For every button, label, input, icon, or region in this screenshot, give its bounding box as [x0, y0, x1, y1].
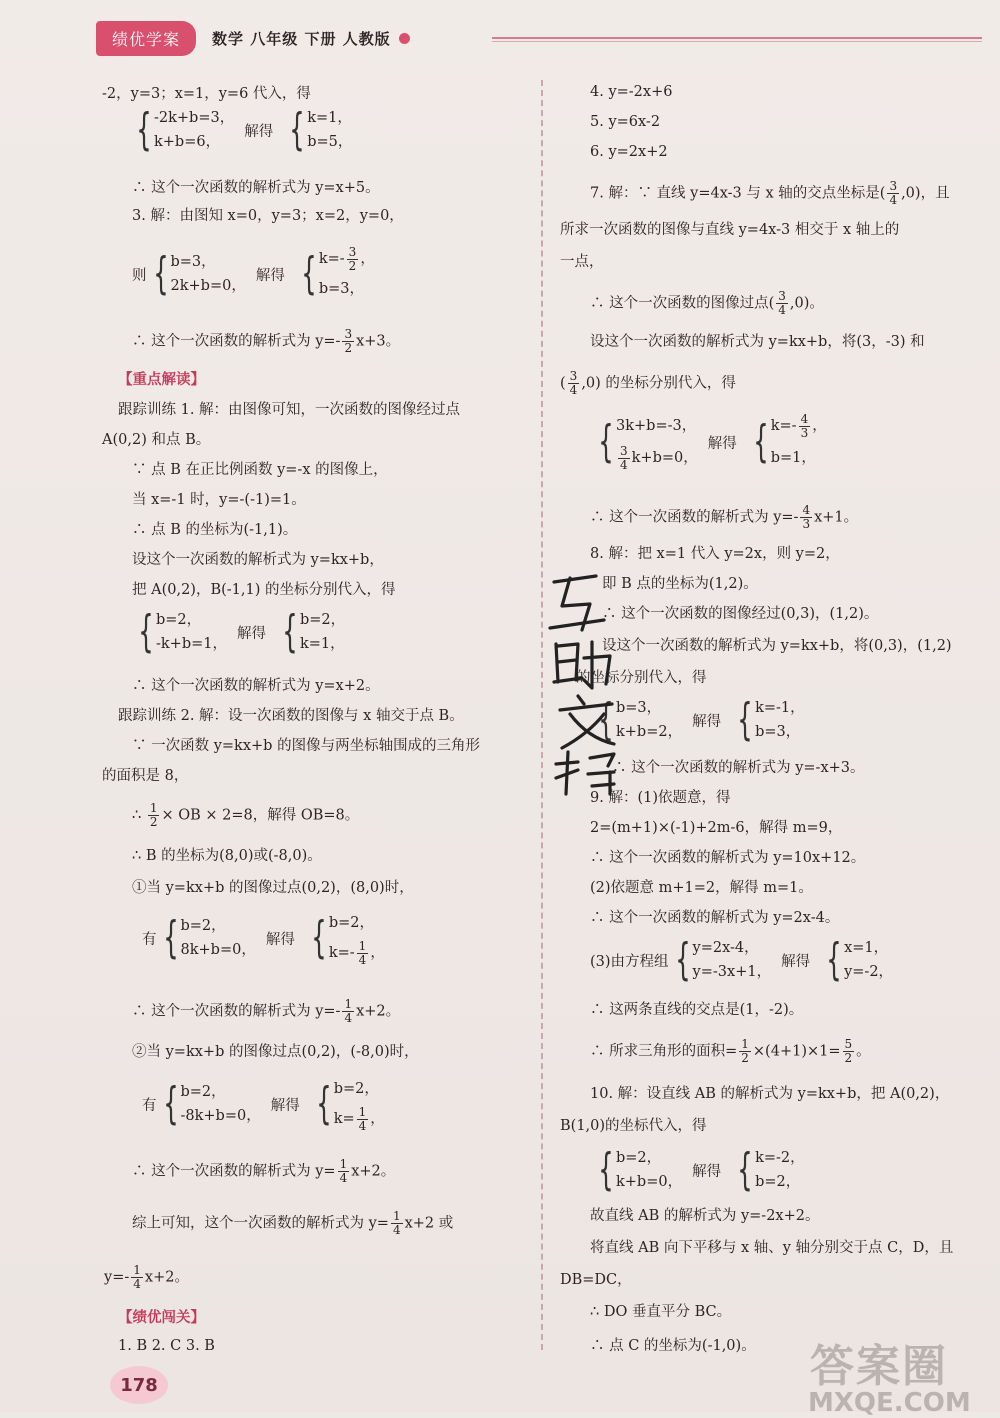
brace: { [826, 934, 842, 985]
text-line: 5. y=6x-2 [590, 114, 661, 130]
eq-line: k=-2， [755, 1150, 805, 1166]
equation-system: 有 { b=2， 8k+b=0， 解得 { b=2， k=- $\frac{1}{4}$ ， [142, 908, 385, 968]
text-line: ①当 y=kx+b 的图像过点(0,2)，(8,0)时， [132, 880, 414, 896]
brace: { [311, 912, 327, 963]
brace: { [316, 1078, 332, 1129]
eq-line: k=1， [300, 636, 345, 652]
fraction: $\frac{3}{4}$ [889, 179, 898, 207]
text-line: ∴ B 的坐标为(8,0)或(-8,0)。 [132, 848, 322, 864]
page-header [96, 16, 410, 60]
text-line: ∴ DO 垂直平分 BC。 [590, 1304, 732, 1320]
answer-line: 1. B 2. C 3. B [118, 1338, 215, 1354]
eq-prefix: 有 [142, 1097, 157, 1114]
watermark-url: MXQE.COM [808, 1388, 971, 1418]
text-line: 跟踪训练 1. 解：由图像可知，一次函数的图像经过点 [118, 402, 461, 418]
text-line: 的面积是 8， [102, 768, 189, 784]
text-line: 综上可知，这个一次函数的解析式为 y= $\frac{1}{4}$ x+2 或 [132, 1209, 454, 1237]
text-line: 把 A(0,2)，B(-1,1) 的坐标分别代入，得 [132, 582, 396, 598]
text-line: 2=(m+1)×(-1)+2m-6，解得 m=9， [590, 820, 843, 836]
brace: { [162, 912, 179, 963]
text-line: 设这个一次函数的解析式为 y=kx+b，将(0,3)，(1,2) [602, 638, 952, 654]
text-line: 8. 解：把 x=1 代入 y=2x，则 y=2， [590, 546, 840, 562]
text-line: ∴ 这个一次函数的解析式为 y=- $\frac{4}{3}$ x+1。 [590, 503, 859, 531]
text-line: ∴ 点 B 的坐标为(-1,1)。 [132, 522, 298, 538]
text-line: ∴ 这个一次函数的解析式为 y= $\frac{1}{4}$ x+2。 [132, 1157, 396, 1185]
fraction: $\frac{1}{4}$ [358, 938, 367, 967]
fraction: $\frac{1}{2}$ [741, 1037, 749, 1065]
header-rule-thin [492, 41, 982, 42]
text-line: 故直线 AB 的解析式为 y=-2x+2。 [590, 1208, 820, 1224]
text-line: DB=DC， [560, 1272, 632, 1288]
text-line: ∴ 这个一次函数的解析式为 y=2x-4。 [590, 910, 840, 926]
text-line: y=- $\frac{1}{4}$ x+2。 [104, 1263, 189, 1291]
brace: { [598, 694, 614, 745]
eq-line: x=1， [844, 940, 889, 956]
text-line: 3. 解：由图知 x=0，y=3；x=2，y=0， [132, 208, 404, 224]
text-line: ∴ 这个一次函数的解析式为 y=x+2。 [132, 678, 380, 694]
text-line: 将直线 AB 向下平移与 x 轴、y 轴分别交于点 C，D，且 [590, 1240, 954, 1256]
brace: { [674, 934, 691, 985]
text-line: (2)依题意 m+1=2，解得 m=1。 [590, 880, 813, 896]
solve-label: 解得 [244, 123, 274, 140]
eq-line: k=1， [307, 110, 352, 126]
eq-line: b=2， [616, 1150, 662, 1166]
brace: { [152, 248, 169, 299]
text-line: ∴ 这个一次函数的解析式为 y=- $\frac{1}{4}$ x+2。 [132, 997, 401, 1025]
equation-system [132, 608, 345, 656]
fraction: $\frac{1}{4}$ [344, 997, 353, 1025]
eq-line: y=-2， [844, 964, 894, 980]
brace: { [737, 1144, 753, 1195]
series-badge: 绩优学案 [96, 21, 196, 56]
text-line: 9. 解：(1)依题意，得 [590, 790, 731, 806]
eq-line: k+b=0， [616, 1174, 683, 1190]
eq-line: y=2x-4， [692, 940, 759, 956]
text-line: ∴ 这个一次函数的图像过点( $\frac{3}{4}$ ,0)。 [590, 289, 824, 317]
equation-system [130, 106, 352, 154]
fraction: $\frac{3}{4}$ [620, 443, 628, 472]
text-line: ( $\frac{3}{4}$ ,0) 的坐标分别代入，得 [560, 369, 736, 397]
brace: { [598, 416, 614, 467]
eq-line: b=2， [180, 918, 226, 934]
fraction: $\frac{4}{3}$ [800, 411, 809, 440]
equation-system: 有 { b=2， -8k+b=0， 解得 { b=2， k= $\frac{1}{4}$ ， [142, 1074, 385, 1134]
text-line: ∵ 一次函数 y=kx+b 的图像与两坐标轴围成的三角形 [132, 738, 481, 754]
eq-line: b=3， [755, 724, 801, 740]
fraction: $\frac{1}{4}$ [339, 1157, 348, 1185]
text-line: ∴ 这个一次函数的图像经过(0,3)，(1,2)。 [602, 606, 879, 622]
fraction: $\frac{3}{2}$ [348, 244, 357, 273]
text-line: A(0,2) 和点 B。 [102, 432, 211, 448]
brace: { [301, 248, 317, 299]
eq-line: k=-1， [755, 700, 805, 716]
fraction: $\frac{1}{2}$ [149, 801, 158, 829]
equation-system: { 3k+b=-3， $\frac{3}{4}$ k+b=0， 解得 { k=- $\frac{4}{3}$ ， b=1， [592, 410, 827, 474]
text-line: 7. 解：∵ 直线 y=4x-3 与 x 轴的交点坐标是( $\frac{3}{4}$ ,0)，且 [590, 179, 950, 207]
eq-part: k=- [318, 251, 345, 267]
text-line: 设这个一次函数的解析式为 y=kx+b， [132, 552, 384, 568]
eq-prefix: 有 [142, 931, 157, 948]
equation-system [590, 936, 893, 984]
subject-label: 数学 八年级 下册 人教版 [212, 29, 391, 48]
fraction: $\frac{4}{3}$ [802, 503, 811, 531]
text-line: 10. 解：设直线 AB 的解析式为 y=kx+b，把 A(0,2)， [590, 1086, 950, 1102]
brace: { [138, 606, 154, 657]
eq-line: 2k+b=0， [170, 278, 246, 294]
brace: { [136, 104, 152, 155]
eq-line: b=5， [307, 134, 353, 150]
watermark [810, 1330, 971, 1418]
eq-prefix: 则 [132, 267, 147, 284]
brace: { [289, 104, 305, 155]
header-dot-icon [399, 33, 410, 44]
solve-label: 解得 [270, 1097, 300, 1114]
brace: { [162, 1078, 179, 1129]
text-line: -2，y=3；x=1，y=6 代入，得 [102, 86, 311, 102]
section-heading: 【重点解读】 [118, 372, 205, 388]
text-line: 的坐标分别代入，得 [576, 670, 707, 686]
solve-label: 解得 [237, 625, 266, 642]
solve-label: 解得 [707, 435, 737, 452]
eq-line: b=2， [156, 612, 202, 628]
brace: { [753, 416, 769, 467]
solve-label: 解得 [692, 1163, 722, 1180]
eq-line: b=3， [318, 281, 364, 297]
fraction: $\frac{3}{2}$ [344, 327, 353, 355]
brace: { [598, 1144, 614, 1195]
eq-line: b=2， [300, 612, 346, 628]
brace: { [737, 694, 753, 745]
eq-line: b=2， [333, 1081, 379, 1097]
eq-line: b=1， [770, 450, 816, 466]
text-line: ∵ 点 B 在正比例函数 y=-x 的图像上， [132, 462, 388, 478]
text-line: ∴ 点 C 的坐标为(-1,0)。 [590, 1338, 756, 1354]
text-line: 即 B 点的坐标为(1,2)。 [602, 576, 758, 592]
text-line: 跟踪训练 2. 解：设一次函数的图像与 x 轴交于点 B。 [118, 708, 464, 724]
text-line: 所求一次函数的图像与直线 y=4x-3 相交于 x 轴上的 [560, 222, 900, 238]
fraction: $\frac{1}{4}$ [133, 1263, 141, 1291]
equation-system: 则 { b=3， 2k+b=0， 解得 { k=- $\frac{3}{2}$ ， b=3， [132, 244, 375, 304]
page-number: 178 [110, 1366, 168, 1404]
text-line: 当 x=-1 时，y=-(-1)=1。 [132, 492, 306, 508]
text-line: ∴ 这个一次函数的解析式为 y=- $\frac{3}{2}$ x+3。 [132, 327, 401, 355]
text-line: ∴ 所求三角形的面积= $\frac{1}{2}$ ×(4+1)×1= $\frac{5}{2}$ 。 [590, 1037, 871, 1065]
eq-line: 8k+b=0， [180, 942, 256, 958]
text-line: ∴ $\frac{1}{2}$ × OB × 2=8，解得 OB=8。 [132, 801, 360, 829]
eq-line: 3k+b=-3， [616, 418, 697, 434]
eq-line: k+b=6， [154, 134, 221, 150]
text-line: 4. y=-2x+6 [590, 84, 673, 100]
header-rule [492, 37, 982, 39]
eq-line: b=2， [180, 1084, 226, 1100]
eq-line: k+b=2， [616, 724, 683, 740]
text-line: B(1,0)的坐标代入，得 [560, 1118, 707, 1134]
fraction: $\frac{1}{4}$ [392, 1209, 401, 1237]
eq-line: -k+b=1， [156, 636, 227, 652]
solve-label: 解得 [265, 931, 295, 948]
eq-line: b=3， [170, 254, 216, 270]
eq-prefix: (3)由方程组 [590, 953, 669, 970]
fraction: $\frac{1}{4}$ [358, 1104, 367, 1133]
watermark-logo: 答案圈 [810, 1341, 948, 1392]
handwriting-annotation [548, 568, 630, 798]
solve-label: 解得 [781, 953, 811, 970]
column-divider [541, 80, 543, 1350]
eq-line: b=2， [328, 915, 374, 931]
text-line: 设这个一次函数的解析式为 y=kx+b，将(3，-3) 和 [590, 334, 925, 350]
eq-line: -2k+b=3， [154, 110, 235, 126]
brace: { [282, 606, 298, 657]
text-line: ∴ 这个一次函数的解析式为 y=-x+3。 [612, 760, 865, 776]
text-line: ∴ 这个一次函数的解析式为 y=x+5。 [132, 180, 380, 196]
solve-label: 解得 [692, 713, 722, 730]
text-line: ∴ 这个一次函数的解析式为 y=10x+12。 [590, 850, 866, 866]
section-heading: 【绩优闯关】 [118, 1310, 205, 1326]
text-line: ∴ 这两条直线的交点是(1，-2)。 [590, 1002, 804, 1018]
text-line: 6. y=2x+2 [590, 144, 668, 160]
text-line: ②当 y=kx+b 的图像过点(0,2)，(-8,0)时， [132, 1044, 419, 1060]
equation-system [592, 1146, 805, 1194]
fraction: $\frac{3}{4}$ [778, 289, 786, 317]
eq-line: b=3， [616, 700, 662, 716]
solve-label: 解得 [255, 267, 285, 284]
eq-line: -8k+b=0， [180, 1108, 261, 1124]
eq-line: y=-3x+1， [692, 964, 772, 980]
eq-line: b=2， [755, 1174, 801, 1190]
fraction: $\frac{3}{4}$ [569, 369, 578, 397]
text-line: 一点， [560, 254, 604, 270]
fraction: $\frac{5}{2}$ [844, 1037, 853, 1065]
